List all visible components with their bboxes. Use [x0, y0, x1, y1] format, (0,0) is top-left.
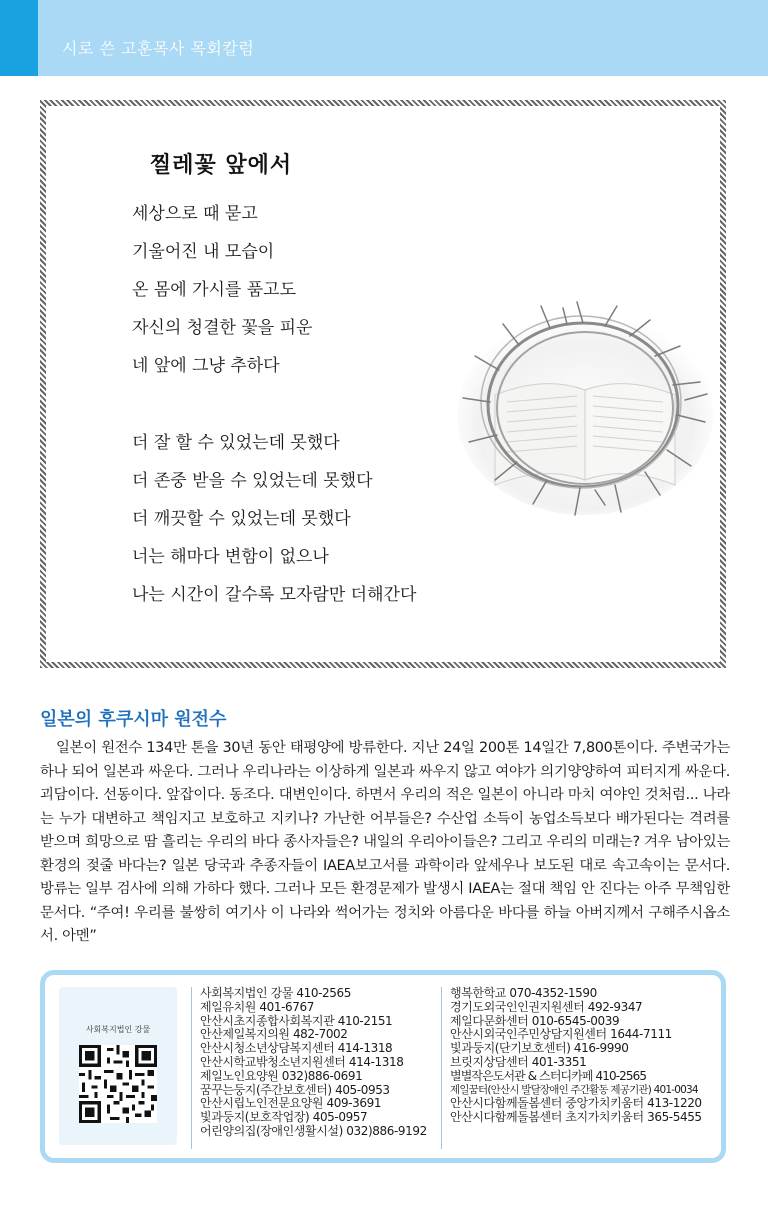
poem-line: 세상으로 때 묻고 [132, 204, 258, 224]
contact-entry: 안산시초지종합사회복지관 410-2151 [200, 1013, 393, 1028]
article-title: 일본의 후쿠시마 원전수 [40, 709, 227, 730]
poem-line: 너는 해마다 변함이 없으나 [132, 547, 329, 567]
contact-entry: 안산시외국인주민상담지원센터 1644-7111 [450, 1027, 672, 1042]
article-body: 일본이 원전수 134만 톤을 30년 동안 태평양에 방류한다. 지난 24일 200톤 14일간 7,800톤이다. 주변국가는 하나 되어 일본과 싸운다. 그러나 우리나라는 이상하게 일본과 싸우지 않고 여야가 의기양양하여 피터지게 싸운다. 괴담이다. 선동이다. 앞잡이다. 동조다. 대변인이다. 하면서 우리의 적은 일본이 아니라 마치 여야인 것처럼... 나라는 누가 대변하고 책임지고 보호하고 지키나? 가난한 어부들은? 수산업 소득이 농업소득보다 배가된다는 격려를 받으며 희망으로 땀 흘리는 우리의 바다 종사자들은? 내일의 우리아이들은? 그리고 우리의 미래는? 겨우 남아있는 환경의 젖줄 바다는? 일본 당국과 추종자들이 IAEA보고서를 과학이라 앞세우나 보도된 대로 속고속이는 문서다. 방류는 일부 검사에 의해 가하다 했다. 그러나 모든 환경문제가 발생시 IAEA는 절대 책임 안 진다는 아주 무책임한 문서다. “주여! 우리를 불쌍히 여기사 이 나라와 썩어가는 정치와 아름다운 바다를 하늘 아버지께서 구해주시옵소서. 아멘” [40, 740, 730, 944]
contact-entry: 별별작은도서관 & 스터디카페 410-2565 [450, 1068, 647, 1083]
poem-line: 나는 시간이 갈수록 모자람만 더해간다 [132, 585, 417, 605]
crown-of-thorns-illustration [455, 290, 715, 520]
contact-entry: 꿈꾸는둥지(주간보호센터) 405-0953 [200, 1082, 390, 1097]
contact-entry: 제일다문화센터 010-6545-0039 [450, 1013, 620, 1028]
contact-entry: 안산시다함께돌봄센터 중앙가치키움터 413-1220 [450, 1096, 702, 1111]
poem-body [132, 200, 462, 619]
poem-line: 기울어진 내 모습이 [132, 242, 275, 262]
contact-entry: 안산제일복지의원 482-7002 [200, 1027, 348, 1042]
crown-of-thorns-icon [455, 290, 715, 520]
stanza-gap [132, 390, 462, 429]
qr-code-icon[interactable] [79, 1045, 157, 1123]
header-title: 시로 쓴 고훈목사 목회칼럼 [62, 39, 255, 58]
contact-entry: 어린양의집(장애인생활시설) 032)886-9192 [200, 1123, 427, 1138]
contact-column-2 [441, 987, 725, 1149]
contact-entry: 안산시립노인전문요양원 409-3691 [200, 1096, 382, 1111]
poem-line: 온 몸에 가시를 품고도 [132, 280, 297, 300]
contact-entry: 브릿지상담센터 401-3351 [450, 1054, 587, 1069]
contact-directory [40, 970, 726, 1163]
contact-column-1 [191, 987, 441, 1149]
poem-line: 더 깨끗할 수 있었는데 못했다 [132, 509, 351, 529]
contact-entry: 안산시학교밖청소년지원센터 414-1318 [200, 1054, 404, 1069]
contact-entry: 빛과둥지(단기보호센터) 416-9990 [450, 1041, 629, 1056]
poem-line: 더 존중 받을 수 있었는데 못했다 [132, 471, 373, 491]
contact-entry: 제일유치원 401-6767 [200, 999, 314, 1014]
qr-caption: 사회복지법인 강물 [85, 1025, 151, 1034]
poem-line: 더 잘 할 수 있었는데 못했다 [132, 433, 340, 453]
poem-title: 찔레꽃 앞에서 [150, 153, 293, 178]
contact-entry: 경기도외국인인권지원센터 492-9347 [450, 999, 643, 1014]
contact-entry: 빛과둥지(보호작업장) 405-0957 [200, 1110, 368, 1125]
qr-card [59, 987, 177, 1145]
contact-entry: 안산시다함께돌봄센터 초지가치키움터 365-5455 [450, 1110, 702, 1125]
contact-entry: 안산시청소년상담복지센터 414-1318 [200, 1041, 393, 1056]
contact-entry: 사회복지법인 강물 410-2565 [200, 986, 351, 1000]
contact-entry: 행복한학교 070-4352-1590 [450, 986, 597, 1000]
poem-line: 자신의 청결한 꽃을 피운 [132, 318, 313, 338]
header-accent-bar [0, 0, 38, 76]
poem-line: 네 앞에 그냥 추하다 [132, 356, 280, 376]
contact-entry: 제일노인요양원 032)886-0691 [200, 1068, 363, 1083]
contact-entry: 제일꿈터(안산시 발달장애인 주간활동 제공기관) 401-0034 [450, 1083, 698, 1096]
